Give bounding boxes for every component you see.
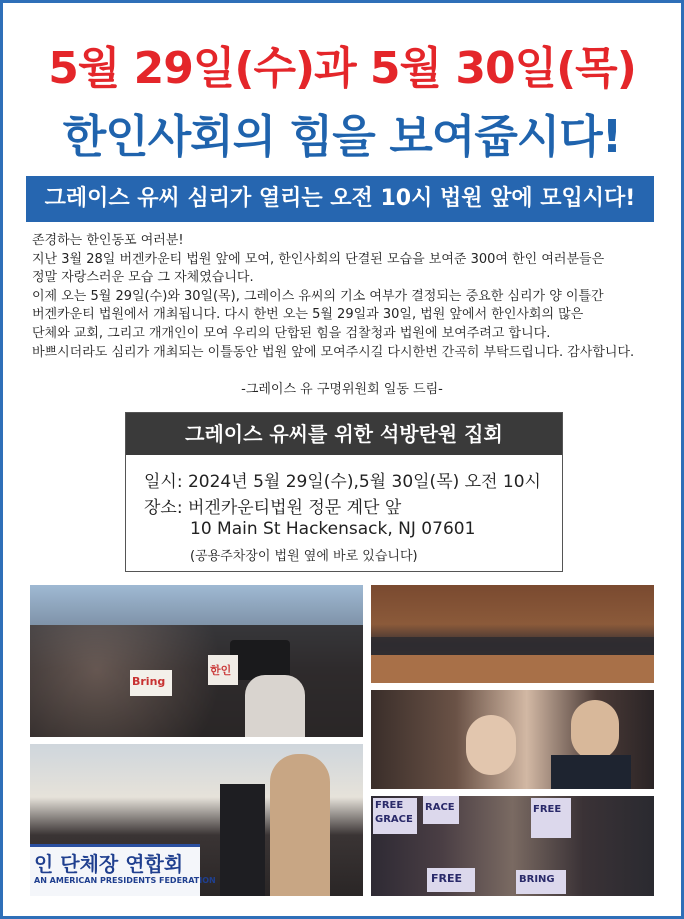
- sign-text: FREE: [375, 800, 404, 811]
- sign-text: BRING: [519, 874, 555, 885]
- event-title: 그레이스 유씨를 위한 석방탄원 집회: [126, 413, 562, 455]
- headline-dates: 5월 29일(수)과 5월 30일(목): [48, 43, 636, 94]
- sign-text: RACE: [425, 802, 455, 813]
- address: 10 Main St Hackensack, NJ 07601: [190, 519, 476, 539]
- sign-text: FREE: [431, 872, 463, 885]
- body-line: 바쁘시더라도 심리가 개최되는 이틀동안 법원 앞에 모여주시길 다시한번 간곡히 부탁드립니다. 감사합니다.: [32, 344, 635, 360]
- sign-text: FREE: [533, 804, 562, 815]
- parking-note: (공용주차장이 법원 옆에 바로 있습니다): [190, 549, 418, 564]
- headline-slogan: 한인사회의 힘을 보여줍시다!: [62, 110, 622, 163]
- body-line: 지난 3월 28일 버겐카운티 법원 앞에 모여, 한인사회의 단결된 모습을 보여준 300여 한인 여러분들은: [32, 251, 605, 267]
- protest-signs-photo: [371, 796, 654, 896]
- courtroom-photo: [371, 585, 654, 683]
- date-label: 일시:: [144, 472, 183, 492]
- body-line: 존경하는 한인동포 여러분!: [32, 233, 184, 248]
- date-row: [144, 467, 541, 492]
- federation-banner-korean: 인 단체장 연합회: [34, 852, 184, 876]
- sign-text: Bring: [132, 675, 166, 688]
- body-text: [32, 232, 662, 362]
- body-line: 버겐카운티 법원에서 개최됩니다. 다시 한번 오는 5월 29일과 30일, 법원 앞에서 한인사회의 많은: [32, 307, 584, 323]
- date-value: 2024년 5월 29일(수),5월 30일(목) 오전 10시: [187, 472, 541, 492]
- signature: -그레이스 유 구명위원회 일동 드림-: [241, 382, 443, 397]
- place-value: 버겐카운티법원 정문 계단 앞: [187, 498, 402, 518]
- sign-text: GRACE: [375, 814, 413, 825]
- rally-crowd-photo: [30, 585, 363, 737]
- body-line: 정말 자랑스러운 모습 그 자체였습니다.: [32, 270, 254, 286]
- call-to-action-banner: 그레이스 유씨 심리가 열리는 오전 10시 법원 앞에 모입시다!: [26, 176, 654, 222]
- federation-banner-english: AN AMERICAN PRESIDENTS FEDERATION: [34, 876, 216, 885]
- courthouse-steps-photo: [30, 744, 363, 896]
- place-label: 장소:: [144, 498, 183, 518]
- sign-text: 한인: [210, 664, 232, 677]
- event-info-box: [125, 412, 563, 572]
- body-line: 단체와 교회, 그리고 개개인이 모여 우리의 단합된 힘을 검찰청과 법원에 보여주려고 합니다.: [32, 325, 551, 341]
- supporters-photo: [371, 690, 654, 789]
- place-row: [144, 493, 401, 518]
- body-line: 이제 오는 5월 29일(수)와 30일(목), 그레이스 유씨의 기소 여부가 결정되는 중요한 심리가 양 이틀간: [32, 288, 604, 304]
